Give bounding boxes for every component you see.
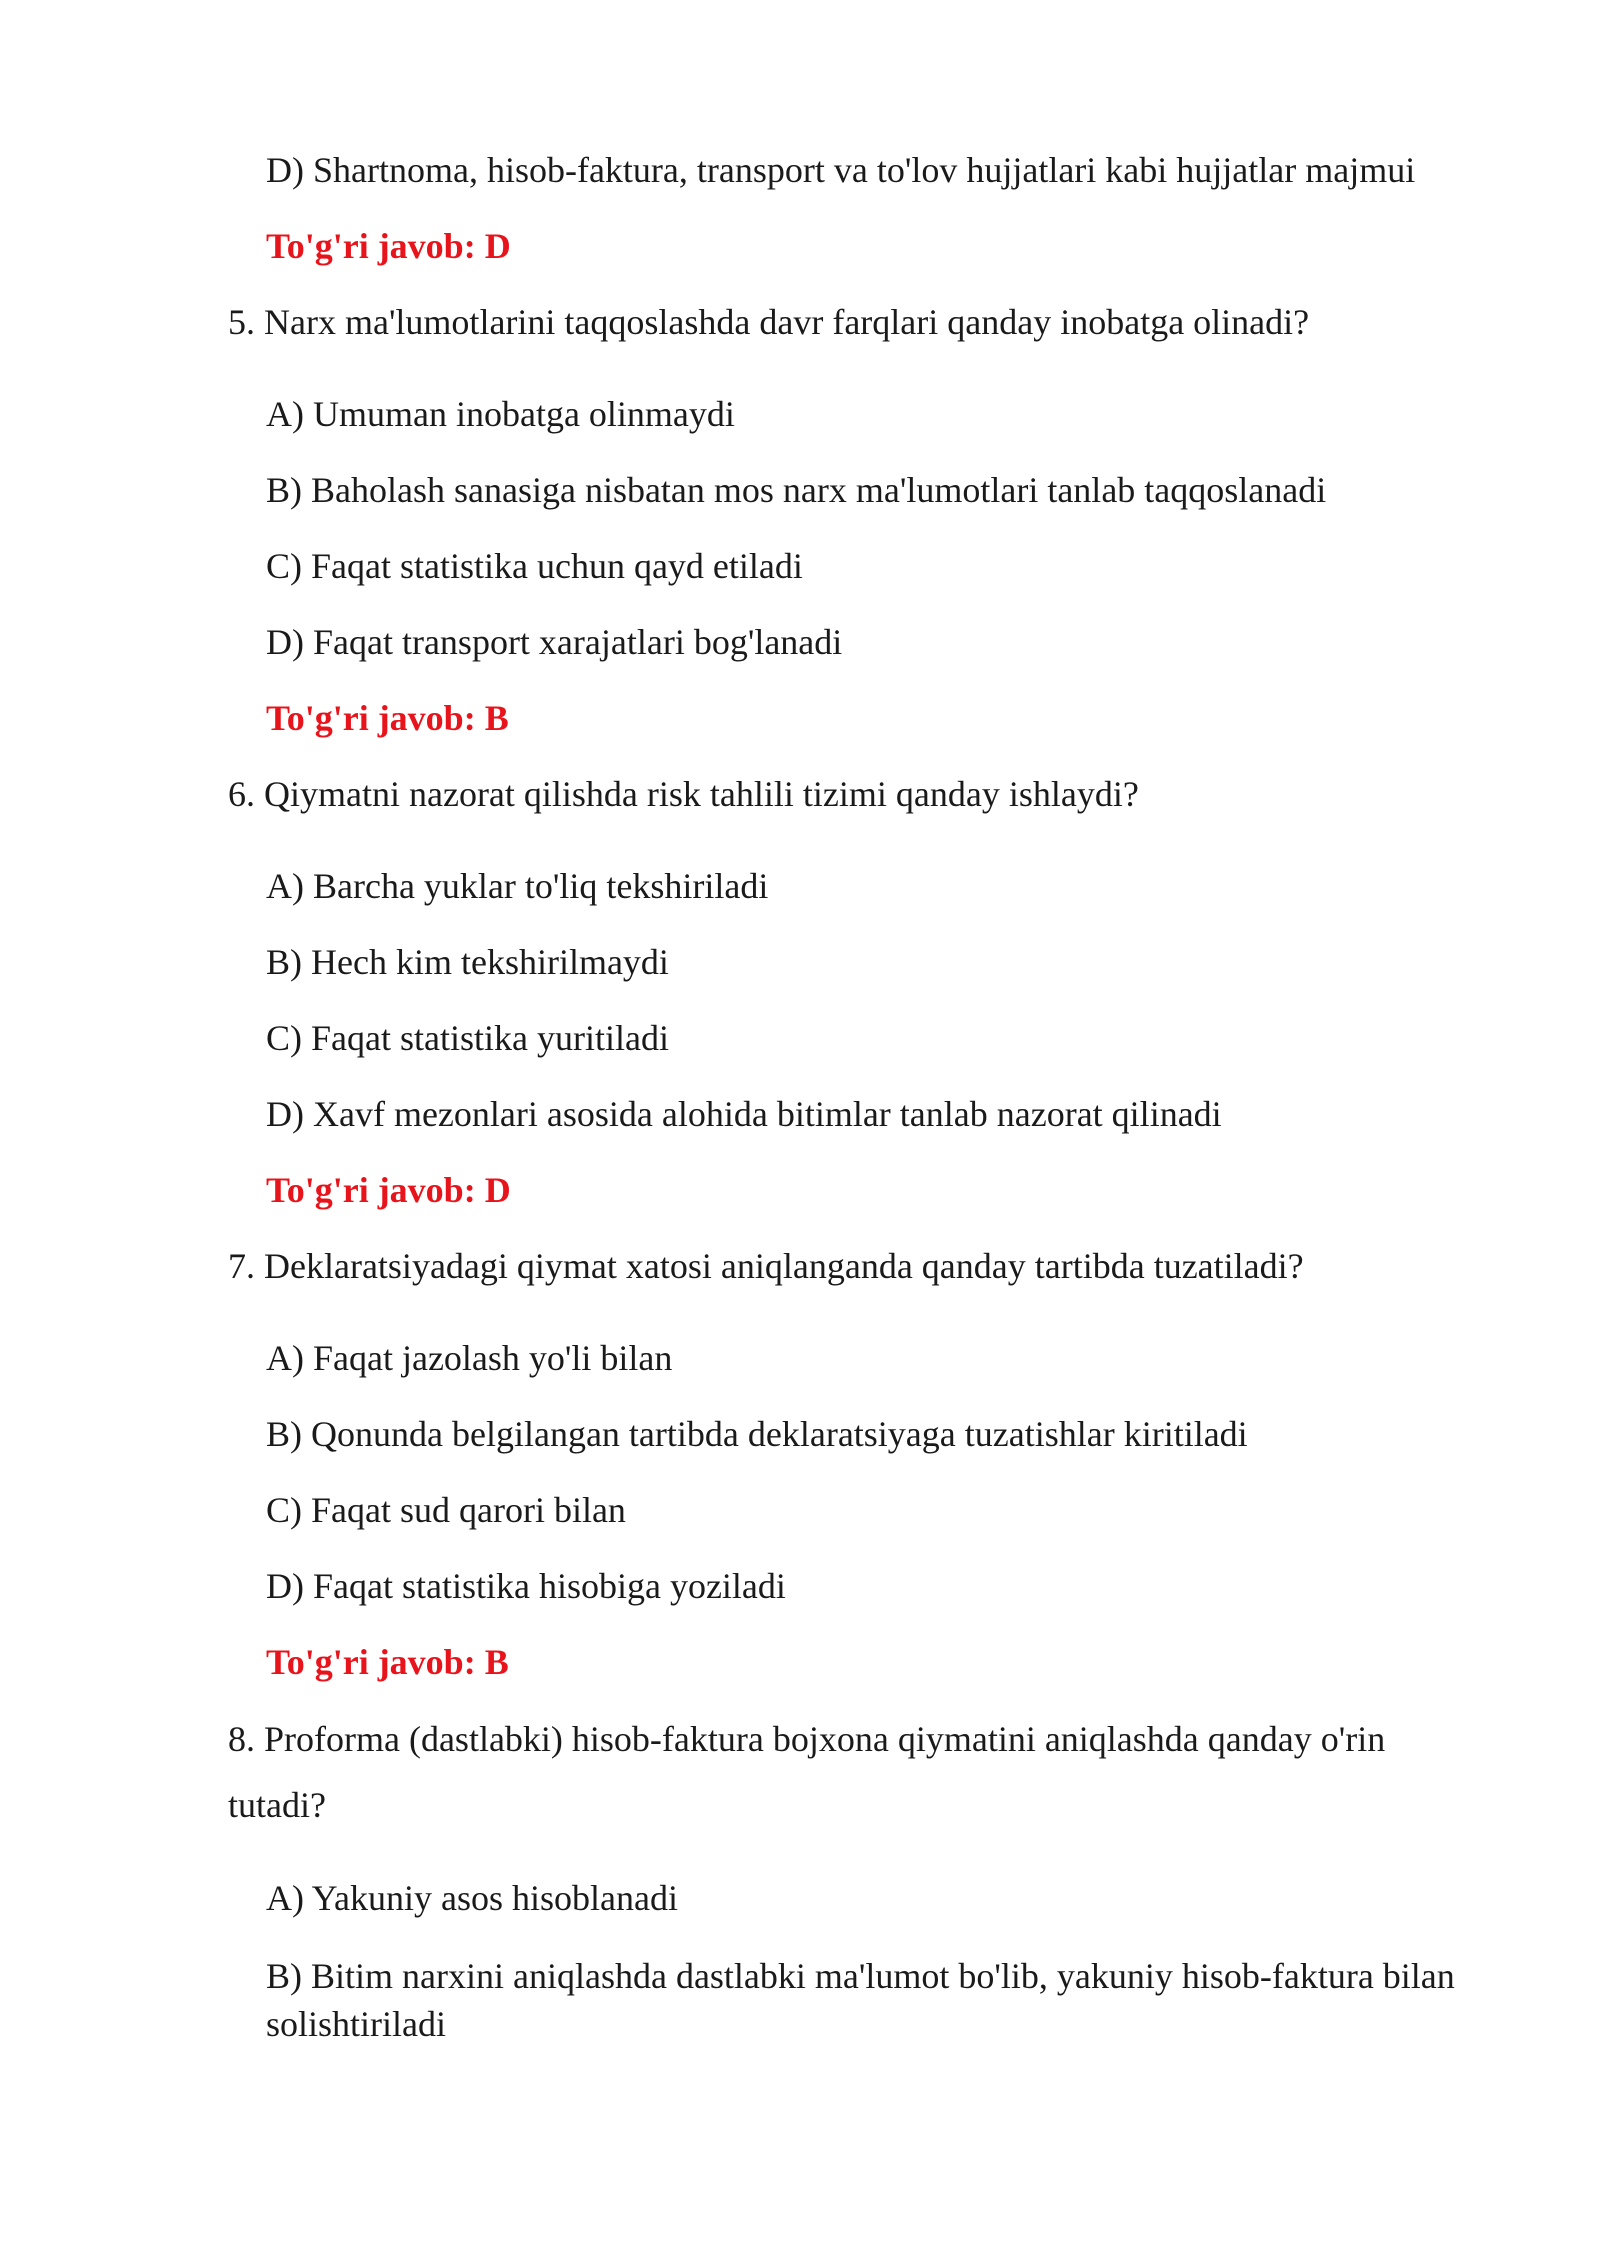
q7-option-b: B) Qonunda belgilangan tartibda deklaratsiyaga tuzatishlar kiritiladi (266, 1414, 1248, 1454)
q6-question: 6. Qiymatni nazorat qilishda risk tahlili tizimi qanday ishlaydi? (228, 774, 1139, 814)
q7-option-c: C) Faqat sud qarori bilan (266, 1490, 626, 1530)
q5-correct-answer: To'g'ri javob: B (266, 698, 509, 738)
q6-option-d: D) Xavf mezonlari asosida alohida bitimlar tanlab nazorat qilinadi (266, 1094, 1222, 1134)
q7-option-d: D) Faqat statistika hisobiga yoziladi (266, 1566, 786, 1606)
q6-option-a: A) Barcha yuklar to'liq tekshiriladi (266, 866, 769, 906)
q7-question: 7. Deklaratsiyadagi qiymat xatosi aniqlanganda qanday tartibda tuzatiladi? (228, 1246, 1304, 1286)
q8-question: 8. Proforma (dastlabki) hisob-faktura bojxona qiymatini aniqlashda qanday o'rin tutadi? (228, 1719, 1386, 1825)
q5-option-b: B) Baholash sanasiga nisbatan mos narx ma'lumotlari tanlab taqqoslanadi (266, 470, 1327, 510)
q6-option-b: B) Hech kim tekshirilmaydi (266, 942, 669, 982)
q4-option-d: D) Shartnoma, hisob-faktura, transport va to'lov hujjatlari kabi hujjatlar majmui (266, 150, 1416, 190)
q7-correct-answer: To'g'ri javob: B (266, 1642, 509, 1682)
q7-option-a: A) Faqat jazolash yo'li bilan (266, 1338, 673, 1378)
q5-question: 5. Narx ma'lumotlarini taqqoslashda davr farqlari qanday inobatga olinadi? (228, 302, 1310, 342)
q6-correct-answer: To'g'ri javob: D (266, 1170, 511, 1210)
q5-option-d: D) Faqat transport xarajatlari bog'lanadi (266, 622, 843, 662)
q8-option-b: B) Bitim narxini aniqlashda dastlabki ma'lumot bo'lib, yakuniy hisob-faktura bilan solishtiriladi (266, 1956, 1455, 2044)
q8-option-a: A) Yakuniy asos hisoblanadi (266, 1878, 678, 1918)
q6-option-c: C) Faqat statistika yuritiladi (266, 1018, 669, 1058)
q5-option-a: A) Umuman inobatga olinmaydi (266, 394, 735, 434)
q5-option-c: C) Faqat statistika uchun qayd etiladi (266, 546, 803, 586)
q4-correct-answer: To'g'ri javob: D (266, 226, 511, 266)
